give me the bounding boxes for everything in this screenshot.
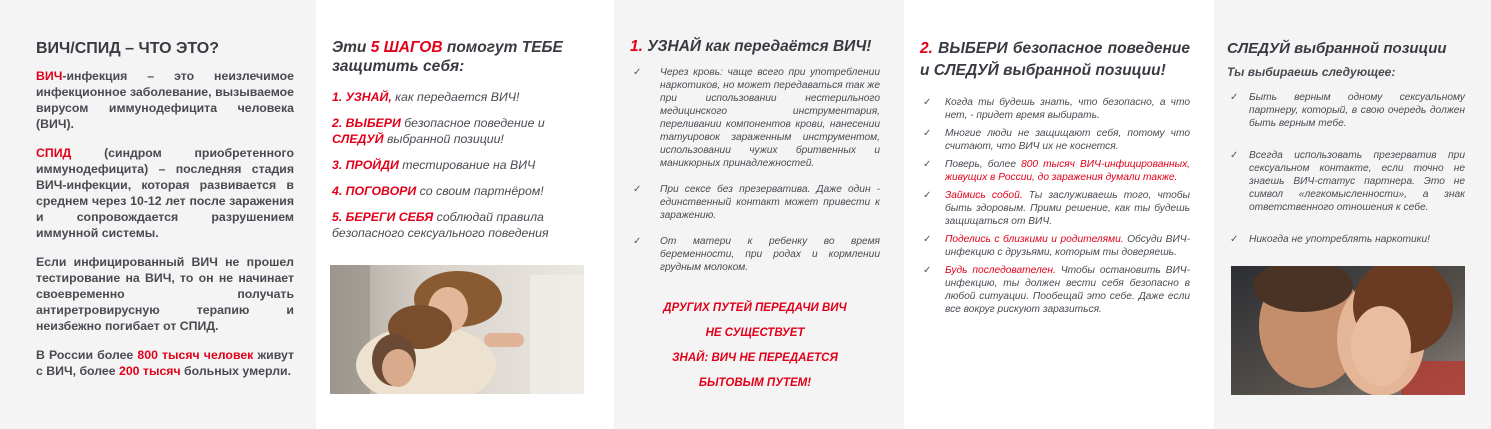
- step-item: 4. ПОГОВОРИ со своим партнёром!: [332, 184, 544, 198]
- checkmark-icon: ✓: [633, 67, 642, 78]
- list-item: ✓ Будь последователен. Чтобы остановить ВИЧ-инфекцию, ты должен вести себя безопасно в любой ситуации. Пообещай это себе. Даже если все вокруг рискуют заразиться.: [923, 265, 1190, 315]
- panel-subtitle: Ты выбираешь следующее:: [1227, 65, 1396, 79]
- stats-text-b: живут с ВИЧ, более: [36, 348, 294, 378]
- transmission-note: ДРУГИХ ПУТЕЙ ПЕРЕДАЧИ ВИЧ НЕ СУЩЕСТВУЕТ ЗНАЙ: ВИЧ НЕ ПЕРЕДАЕТСЯ БЫТОВЫМ ПУТЕМ!: [663, 302, 847, 389]
- checkmark-icon: ✓: [1230, 150, 1239, 161]
- list-item: ✓ Быть верным одному сексуальному партнеру, который, в свою очередь должен быть верным тебе.: [1230, 92, 1465, 129]
- checkmark-icon: ✓: [1230, 234, 1239, 245]
- panel-title: Эти 5 ШАГОВ помогут ТЕБЕ защитить себя:: [332, 39, 563, 75]
- panel-choose-behavior: [904, 0, 1214, 429]
- list-item: ✓ Всегда использовать презерватив при сексуальном контакте, если точно не знаешь ВИЧ-статус партнера. Это не символ «легкомысленности», а знак ответственного отношения к себе.: [1230, 150, 1465, 213]
- list-item: ✓ Многие люди не защищают себя, потому что считают, что ВИЧ их не коснется.: [923, 128, 1190, 152]
- checkmark-icon: ✓: [923, 234, 932, 245]
- list-item: ✓ При сексе без презерватива. Даже один - единственный контакт может привести к заражению.: [633, 184, 880, 221]
- checkmark-icon: ✓: [923, 265, 932, 276]
- panel-what-is-hiv: [0, 0, 316, 429]
- couple-photo: [330, 265, 584, 394]
- term-aids: СПИД: [36, 146, 72, 160]
- aids-definition: [36, 145, 294, 241]
- checkmark-icon: ✓: [923, 97, 932, 108]
- list-item: ✓ Когда ты будешь знать, что безопасно, а что нет, - придет время выбирать.: [923, 97, 1190, 121]
- list-item: ✓ Поверь, более 800 тысяч ВИЧ-инфицированных, живущих в России, до заражения думали также.: [923, 159, 1190, 183]
- aids-definition-text: (синдром приобретенного иммунодефицита) – последняя стадия ВИЧ-инфекции, которая развивается в среднем через 10-12 лет после заражения и сопровождается разрушением иммунной системы.: [36, 146, 294, 240]
- list-item: ✓ Никогда не употреблять наркотики!: [1230, 234, 1430, 245]
- checkmark-icon: ✓: [633, 184, 642, 195]
- list-item: ✓ Через кровь: чаще всего при употреблении наркотиков, но может передаваться так же при использовании нестерильного медицинского инструментария, переливании компонентов крови, нанесении татуировок зараженным инструментом, использовании чужих бритвенных и маникюрных принадлежностей.: [633, 67, 880, 169]
- stats-number-living: 800 тысяч человек: [137, 348, 254, 362]
- step-item: 1. УЗНАЙ, как передается ВИЧ!: [332, 90, 520, 104]
- stats-text-a: В России более: [36, 348, 138, 362]
- step-item: 2. ВЫБЕРИ безопасное поведение и СЛЕДУЙ выбранной позиции!: [332, 116, 545, 146]
- checkmark-icon: ✓: [1230, 92, 1239, 103]
- testing-warning: Если инфицированный ВИЧ не прошел тестирование на ВИЧ, то он не начинает своевременно получать антиретровирусную терапию и неизбежно погибает от СПИД.: [36, 255, 294, 333]
- list-item: ✓ Поделись с близкими и родителями. Обсуди ВИЧ-инфекцию с друзьями, которым ты доверяешь.: [923, 234, 1190, 258]
- step-item: 3. ПРОЙДИ тестирование на ВИЧ: [332, 158, 536, 172]
- stats-text-c: больных умерли.: [180, 364, 292, 378]
- checkmark-icon: ✓: [923, 159, 932, 170]
- checkmark-icon: ✓: [923, 190, 932, 201]
- panel-title: 2. ВЫБЕРИ безопасное поведение и СЛЕДУЙ выбранной позиции!: [920, 40, 1190, 79]
- stats-number-died: 200 тысяч: [119, 364, 181, 378]
- checkmark-icon: ✓: [923, 128, 932, 139]
- panel-learn-transmission: [614, 0, 904, 429]
- step-item: 5. БЕРЕГИ СЕБЯ соблюдай правила безопасного сексуального поведения: [332, 210, 549, 240]
- russia-stats: [36, 347, 294, 379]
- panel-title: 1. УЗНАЙ как передаётся ВИЧ!: [630, 38, 872, 55]
- list-item: ✓ От матери к ребенку во время беременности, при родах и кормлении грудным молоком.: [633, 236, 880, 273]
- hiv-definition-text: -инфекция – это неизлечимое инфекционное заболевание, вызываемое вирусом иммунодефицита человека (ВИЧ).: [36, 69, 294, 131]
- term-hiv: ВИЧ: [36, 69, 63, 83]
- steps-count: 5 ШАГОВ: [370, 39, 443, 56]
- couple-closeup-photo: [1231, 266, 1465, 395]
- panel-title: СЛЕДУЙ выбранной позиции: [1227, 40, 1447, 57]
- checkmark-icon: ✓: [633, 236, 642, 247]
- hiv-definition: [36, 68, 294, 132]
- panel-title: ВИЧ/СПИД – ЧТО ЭТО?: [36, 40, 219, 57]
- list-item: ✓ Займись собой. Ты заслуживаешь того, чтобы быть здоровым. Прими решение, как ты будешь защищаться от ВИЧ.: [923, 190, 1190, 227]
